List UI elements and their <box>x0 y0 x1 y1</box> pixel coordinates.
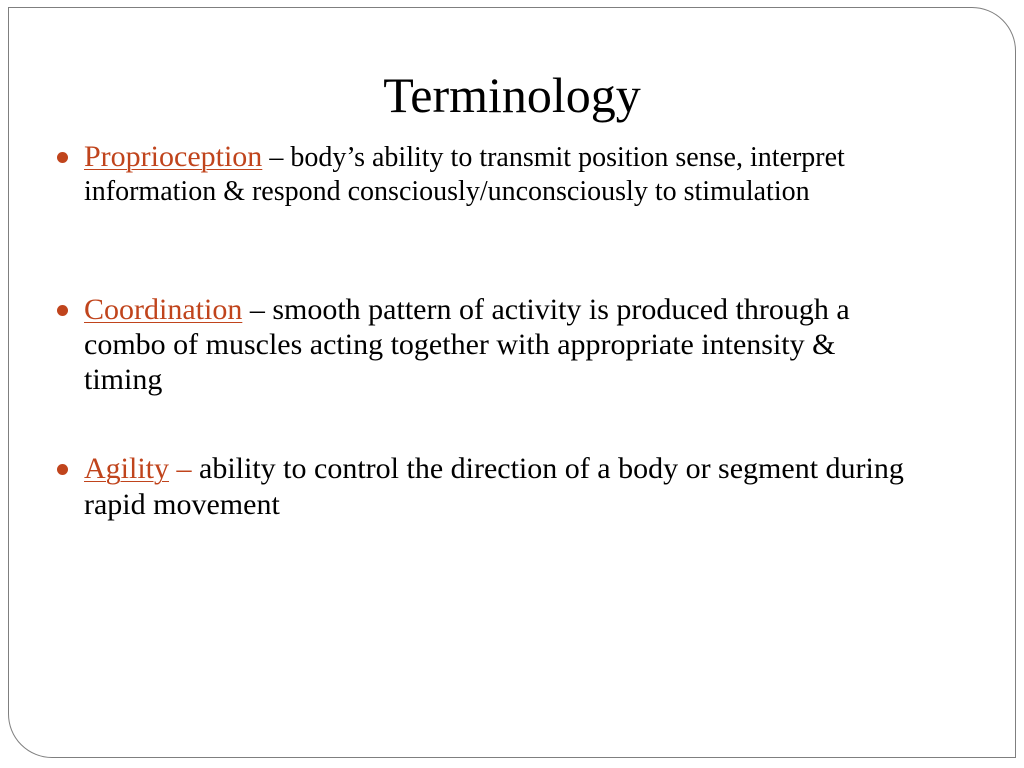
definition-proprioception: body’s ability to transmit position sense, interpret information & respond consciously/unconsciously to stimulation <box>84 142 845 207</box>
term-separator: – <box>169 452 200 485</box>
term-agility: Agility <box>84 452 170 485</box>
bullet-dot-icon <box>57 152 68 163</box>
bullet-dot-icon <box>57 464 68 475</box>
definition-agility: ability to control the direction of a body or segment during rapid movement <box>84 452 904 521</box>
term-coordination: Coordination <box>84 293 243 326</box>
slide-title: Terminology <box>383 67 641 123</box>
definition-coordination: smooth pattern of activity is produced through a combo of muscles acting together with appropriate intensity & timing <box>84 293 850 396</box>
bullet-proprioception <box>84 140 914 209</box>
term-separator: – <box>262 142 291 173</box>
bullet-dot-icon <box>57 305 68 316</box>
term-proprioception: Proprioception <box>84 140 263 173</box>
bullet-coordination <box>84 292 914 397</box>
term-separator: – <box>242 293 273 326</box>
bullet-agility <box>84 451 914 523</box>
